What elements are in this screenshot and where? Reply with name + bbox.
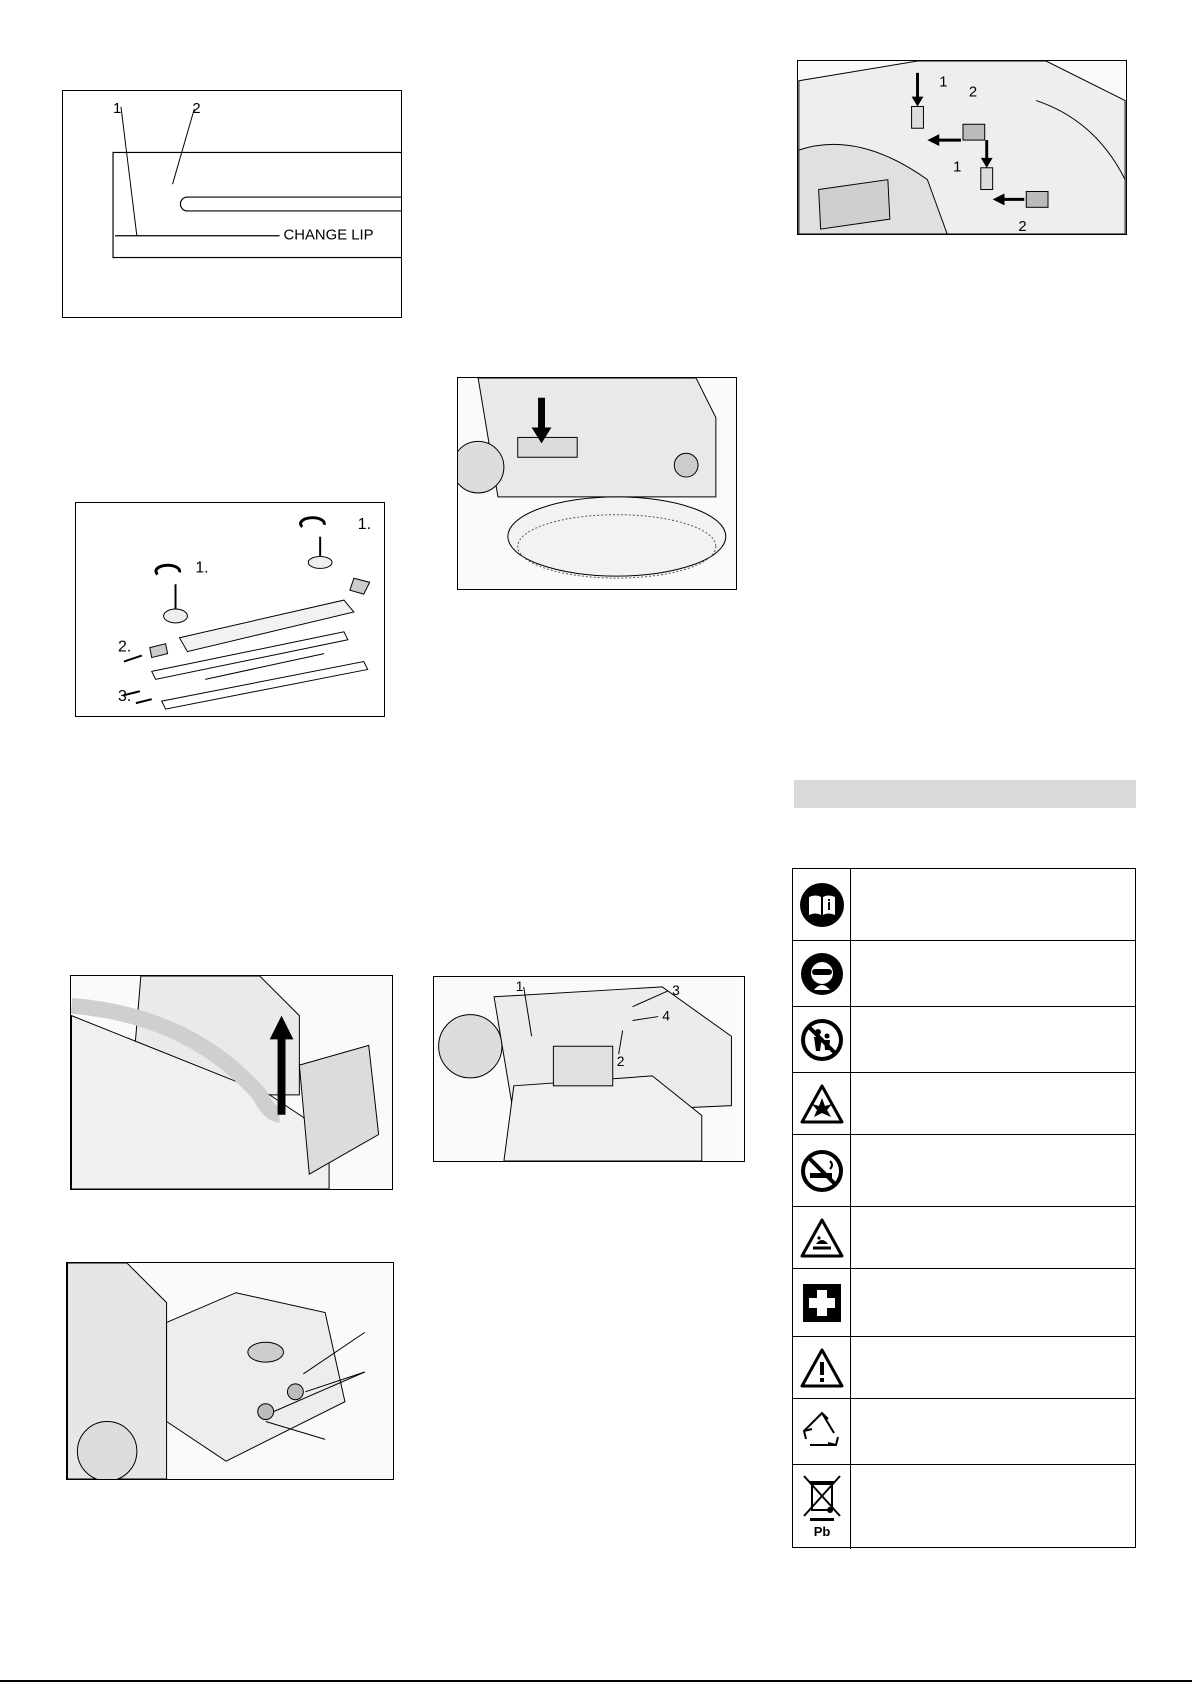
keep-children-away-icon	[800, 1018, 844, 1062]
symbol-row	[793, 1269, 1135, 1337]
figure-hose-lift	[70, 975, 393, 1190]
hose-lift-illustration	[71, 976, 392, 1189]
step-1-right: 1.	[357, 515, 372, 533]
symbol-row	[793, 1135, 1135, 1207]
read-manual-icon	[799, 882, 845, 928]
figure-squeegee-disassembly	[75, 502, 385, 717]
symbol-row	[793, 1073, 1135, 1135]
recycle-icon	[800, 1411, 844, 1453]
squeegee-disassembly-diagram	[76, 503, 384, 716]
callout-2-bottom: 2	[1018, 219, 1027, 234]
change-lip-diagram	[63, 91, 401, 317]
wear-eye-protection-icon	[800, 952, 844, 996]
symbol-row	[793, 1337, 1135, 1399]
corrosive-hazard-icon	[800, 1218, 844, 1258]
callout-1: 1	[515, 977, 524, 994]
explosive-hazard-icon	[800, 1084, 844, 1124]
warning-icon	[800, 1348, 844, 1388]
figure-brush-deck	[457, 377, 737, 590]
pb-mark: Pb	[813, 1524, 830, 1539]
symbol-row	[793, 1465, 1135, 1549]
safety-symbols-table	[792, 868, 1136, 1548]
callout-1-top: 1	[939, 74, 948, 91]
symbol-row	[793, 1207, 1135, 1269]
figure-change-lip	[62, 90, 402, 318]
callout-1: 1	[113, 100, 122, 117]
symbol-row	[793, 869, 1135, 941]
handle-release-illustration	[798, 61, 1126, 234]
first-aid-icon	[802, 1283, 842, 1323]
brush-deck-illustration	[458, 378, 736, 589]
callout-4: 4	[662, 1007, 670, 1024]
symbol-row	[793, 1399, 1135, 1465]
battery-disposal-pb-icon	[800, 1474, 844, 1540]
step-2: 2.	[118, 638, 132, 656]
drain-hoses-illustration	[67, 1263, 393, 1479]
tank-connections-illustration	[434, 977, 744, 1161]
change-lip-label: CHANGE LIP	[283, 227, 374, 244]
symbol-row	[793, 1007, 1135, 1073]
callout-2: 2	[616, 1053, 625, 1070]
callout-1-bottom: 1	[953, 159, 962, 176]
symbol-row	[793, 941, 1135, 1007]
section-heading-bar	[794, 780, 1136, 808]
step-3: 3.	[118, 688, 132, 706]
step-1-left: 1.	[195, 559, 209, 577]
figure-handle-release	[797, 60, 1127, 235]
no-smoking-icon	[800, 1149, 844, 1193]
callout-3: 3	[672, 981, 680, 998]
figure-tank-connections	[433, 976, 745, 1162]
footer-rule	[0, 1680, 1192, 1682]
callout-2-top: 2	[968, 84, 978, 101]
callout-2: 2	[192, 100, 201, 117]
figure-drain-hoses	[66, 1262, 394, 1480]
